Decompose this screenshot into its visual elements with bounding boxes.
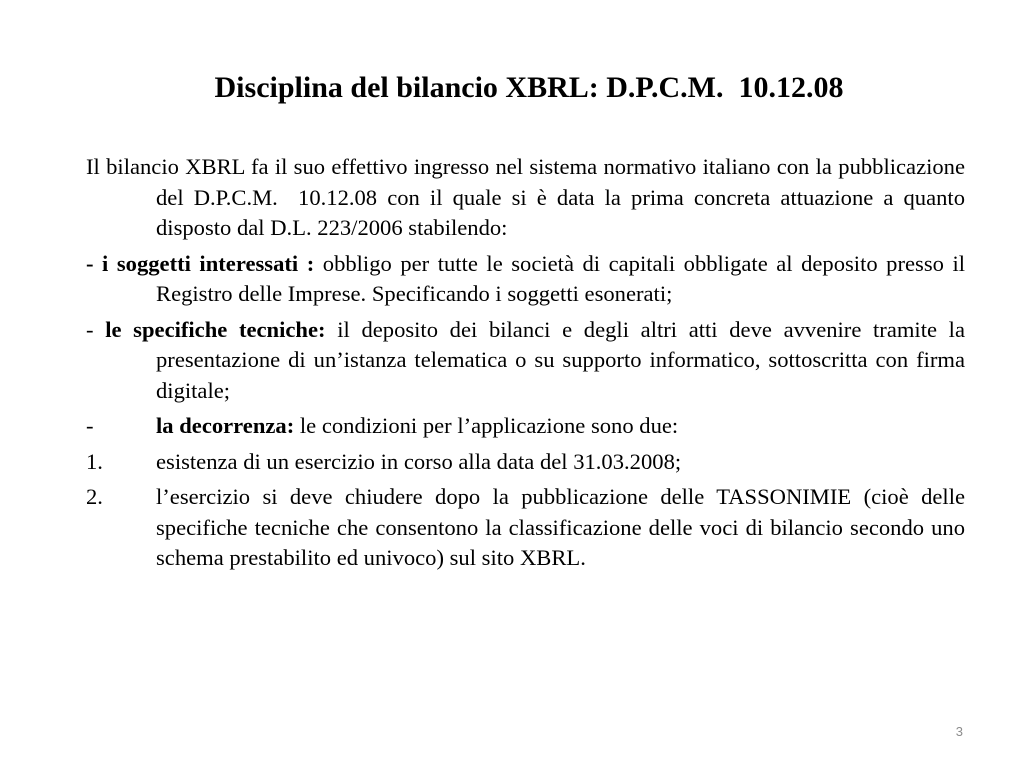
point-soggetti-interessati <box>86 249 971 310</box>
condition-text: esistenza di un esercizio in corso alla data del 31.03.2008; <box>156 448 682 474</box>
intro-paragraph: Il bilancio XBRL fa il suo effettivo ingresso nel sistema normativo italiano con la pubblicazione del D.P.C.M. 10.12.08 con il quale si è data la prima concreta attuazione a quanto disposto dal D.L. 223/2006 stabilendo: <box>86 154 971 240</box>
slide-body <box>86 152 971 579</box>
condition-text: l’esercizio si deve chiudere dopo la pubblicazione delle TASSONIMIE (cioè delle specifiche tecniche che consentono la classificazione delle voci di bilancio secondo uno schema prestabilito ed univoco) sul sito XBRL. <box>156 484 965 570</box>
point-prefix-specifiche: - <box>86 316 106 342</box>
point-label-soggetti: - i soggetti interessati : <box>86 250 315 276</box>
slide-title: Disciplina del bilancio XBRL: D.P.C.M. 10.12.08 <box>214 71 844 104</box>
page-number: 3 <box>955 724 963 739</box>
point-text-soggetti: obbligo per tutte le società di capitali obbligate al deposito presso il Registro delle Imprese. Specificando i soggetti esonerati; <box>156 250 971 306</box>
point-text-specifiche: il deposito dei bilanci e degli altri atti deve avvenire tramite la presentazione di un’istanza telematica o su supporto informatico, sottoscritta con firma digitale; <box>156 316 971 403</box>
condition-item <box>86 482 965 574</box>
point-text-decorrenza: le condizioni per l’applicazione sono due: <box>294 413 679 438</box>
condition-item <box>86 447 965 478</box>
point-decorrenza <box>86 411 965 442</box>
condition-marker: 2. <box>86 484 103 509</box>
point-label-specifiche: le specifiche tecniche: <box>105 316 326 342</box>
point-specifiche-tecniche <box>86 315 971 407</box>
point-marker-decorrenza: - <box>86 413 94 438</box>
point-label-decorrenza: la decorrenza: <box>156 413 295 438</box>
condition-marker: 1. <box>86 448 103 474</box>
